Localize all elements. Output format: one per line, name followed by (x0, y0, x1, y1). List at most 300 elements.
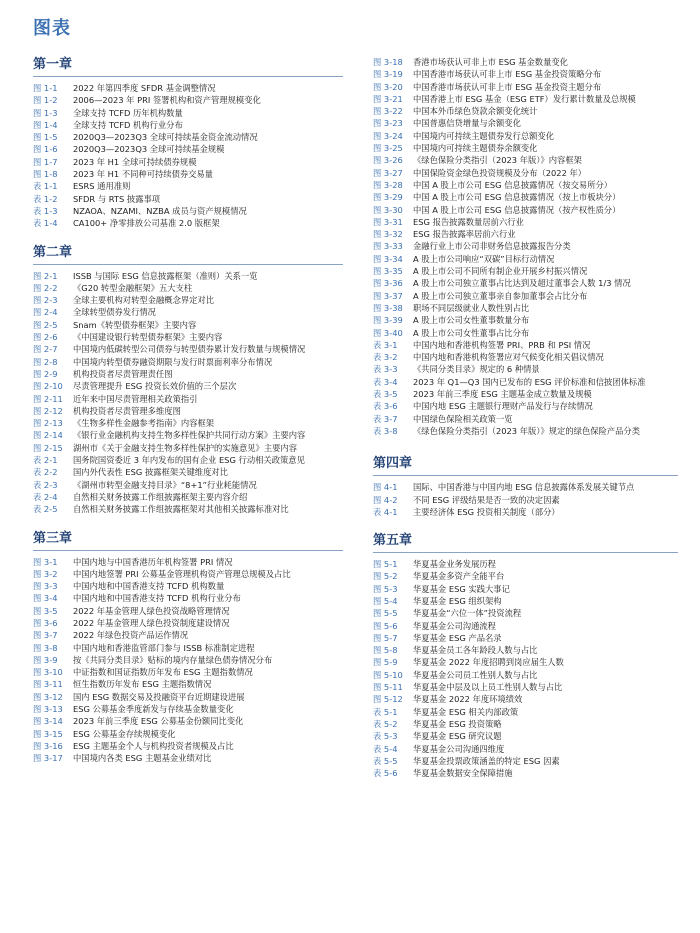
item-label: 表 2-3 (33, 479, 58, 490)
item-text: 2023 年前三季度 ESG 主题基金成立数量及规模 (413, 389, 592, 400)
list-item[interactable] (373, 327, 678, 339)
list-item[interactable] (33, 294, 343, 306)
list-item[interactable] (373, 56, 678, 68)
item-text: 中国境内可持续主题债券余额变化 (413, 143, 538, 154)
item-text: 华夏基金业务发展历程 (413, 559, 496, 570)
list-item[interactable] (373, 620, 678, 632)
list-item[interactable] (373, 730, 678, 742)
item-label: 图 3-40 (373, 327, 403, 338)
list-item[interactable] (33, 156, 343, 168)
item-text: 国际、中国香港与中国内地 ESG 信息披露体系发展关键节点 (413, 482, 635, 493)
item-text: 华夏基金中层及以上员工性别人数与占比 (413, 682, 563, 693)
item-text: 华夏基金 ESG 研究议题 (413, 731, 502, 742)
item-text: 中国 A 股上市公司 ESG 信息披露情况（按上市板块分） (413, 192, 621, 203)
item-text: 职场不同层级就业人数性别占比 (413, 302, 530, 313)
list-item[interactable] (373, 376, 678, 388)
list-item[interactable] (33, 131, 343, 143)
chapter-1-title: 第一章 (33, 56, 343, 77)
item-text: 中国内地签署 PRI 公募基金管理机构资产管理总规模及占比 (73, 568, 291, 579)
item-text: A 股上市公司响应“双碳”目标行动情况 (413, 253, 555, 264)
item-label: 图 1-8 (33, 169, 58, 180)
list-item[interactable] (373, 302, 678, 314)
list-item[interactable] (373, 339, 678, 351)
item-label: 表 3-7 (373, 413, 398, 424)
chapter-1 (33, 56, 343, 230)
item-text: A 股上市公司女性董事占比分布 (413, 327, 530, 338)
item-label: 图 3-37 (373, 290, 403, 301)
item-text: 2006—2023 年 PRI 签署机构和资产管理规模变化 (73, 95, 261, 106)
item-text: 机构投资者尽责管理多维度图 (73, 405, 181, 416)
item-text: 全球主要机构对转型金融概念界定对比 (73, 295, 215, 306)
list-item[interactable] (373, 607, 678, 619)
item-label: 图 2-3 (33, 295, 58, 306)
item-label: 图 1-5 (33, 132, 58, 143)
list-item[interactable] (33, 580, 343, 592)
item-label: 表 2-1 (33, 455, 58, 466)
item-label: 表 2-2 (33, 467, 58, 478)
item-text: 按《共同分类目录》贴标的境内存量绿色债券情况分布 (73, 654, 273, 665)
list-item[interactable] (33, 270, 343, 282)
item-label: 图 3-32 (373, 229, 403, 240)
item-text: A 股上市公司不同所有制企业开展乡村振兴情况 (413, 266, 588, 277)
item-text: 2022 年基金管理人绿色投资战略管理情况 (73, 605, 230, 616)
item-label: 图 3-24 (373, 130, 403, 141)
list-item[interactable] (33, 319, 343, 331)
item-label: 图 3-31 (373, 216, 403, 227)
item-label: 图 2-6 (33, 332, 58, 343)
item-label: 表 3-5 (373, 389, 398, 400)
item-label: 图 3-17 (33, 753, 63, 764)
list-item[interactable] (33, 94, 343, 106)
item-label: 图 3-20 (373, 81, 403, 92)
chapter-5-list (373, 558, 678, 779)
list-item[interactable] (373, 68, 678, 80)
item-label: 表 3-8 (373, 425, 398, 436)
item-label: 图 3-19 (373, 69, 403, 80)
list-item[interactable] (33, 642, 343, 654)
item-text: 2022 年绿色投资产品运作情况 (73, 630, 189, 641)
list-item[interactable] (373, 644, 678, 656)
item-text: 中国境内转型债券融资期限与发行时票面利率分布情况 (73, 356, 273, 367)
list-item[interactable] (33, 205, 343, 217)
item-label: 表 4-1 (373, 506, 398, 517)
list-item[interactable] (373, 179, 678, 191)
list-item[interactable] (33, 605, 343, 617)
list-item[interactable] (373, 130, 678, 142)
item-label: 图 3-3 (33, 581, 58, 592)
list-item[interactable] (373, 595, 678, 607)
item-text: 华夏基金 2022 年度招聘到岗应届生人数 (413, 657, 564, 668)
list-item[interactable] (33, 728, 343, 740)
item-text: 《银行业金融机构支持生物多样性保护共同行动方案》主要内容 (73, 430, 306, 441)
list-item[interactable] (373, 191, 678, 203)
item-label: 表 5-2 (373, 718, 398, 729)
chapter-2-list (33, 270, 343, 516)
list-item[interactable] (373, 216, 678, 228)
item-text: 华夏基金 ESG 相关内部政策 (413, 706, 519, 717)
item-label: 图 3-27 (373, 167, 403, 178)
item-label: 图 5-12 (373, 694, 403, 705)
item-text: 华夏基金 ESG 投资策略 (413, 718, 502, 729)
list-item[interactable] (373, 669, 678, 681)
chapter-5 (373, 532, 678, 779)
item-text: 华夏基金 2022 年度环境绩效 (413, 694, 523, 705)
list-item[interactable] (373, 290, 678, 302)
item-text: 2020Q3—2023Q3 全球可持续基金资金流动情况 (73, 132, 258, 143)
item-text: 中国境内各类 ESG 主题基金业绩对比 (73, 753, 212, 764)
item-label: 图 3-18 (373, 57, 403, 67)
item-label: 图 5-1 (373, 559, 398, 570)
item-label: 图 3-1 (33, 556, 58, 567)
item-text: 中国 A 股上市公司 ESG 信息披露情况（按产权性质分） (413, 204, 621, 215)
chapter-4-title: 第四章 (373, 455, 678, 476)
item-text: SFDR 与 RTS 披露事项 (73, 193, 161, 204)
item-text: 中国内地和香港监管部门参与 ISSB 标准制定进程 (73, 642, 255, 653)
list-item[interactable] (373, 204, 678, 216)
item-text: 中国 A 股上市公司 ESG 信息披露情况（按交易所分） (413, 179, 613, 190)
item-label: 图 3-34 (373, 253, 403, 264)
list-item[interactable] (373, 400, 678, 412)
list-item[interactable] (33, 503, 343, 515)
item-text: 全球转型债券发行情况 (73, 307, 156, 318)
list-item[interactable] (33, 479, 343, 491)
item-label: 图 3-7 (33, 630, 58, 641)
item-text: 《G20 转型金融框架》五大支柱 (73, 282, 193, 293)
item-label: 图 3-29 (373, 192, 403, 203)
item-text: NZAOA、NZAMI、NZBA 成员与资产规模情况 (73, 205, 247, 216)
item-text: 《绿色保险分类指引（2023 年版）》内容框架 (413, 155, 582, 166)
item-text: CA100+ 净零排放公司基准 2.0 版框架 (73, 218, 220, 229)
item-label: 图 3-35 (373, 266, 403, 277)
list-item[interactable] (33, 592, 343, 604)
item-text: 《中国建设银行转型债券框架》主要内容 (73, 332, 223, 343)
item-text: 2023 年前三季度 ESG 公募基金份额同比变化 (73, 716, 244, 727)
list-item[interactable] (373, 154, 678, 166)
item-text: 2020Q3—2023Q3 全球可持续基金规模 (73, 144, 225, 155)
item-label: 图 2-15 (33, 442, 63, 453)
list-item[interactable] (33, 752, 343, 764)
list-item[interactable] (33, 654, 343, 666)
list-item[interactable] (373, 494, 678, 506)
item-label: 图 2-10 (33, 381, 63, 392)
item-text: 华夏基金多资产全能平台 (413, 571, 505, 582)
list-item[interactable] (373, 413, 678, 425)
item-label: 图 3-39 (373, 315, 403, 326)
item-label: 图 3-8 (33, 642, 58, 653)
item-text: 中国内地 ESG 主题银行理财产品发行与存续情况 (413, 401, 593, 412)
item-label: 表 3-2 (373, 352, 398, 363)
item-label: 图 1-4 (33, 119, 58, 130)
list-item[interactable] (33, 617, 343, 629)
item-text: 近年来中国尽责管理相关政策指引 (73, 393, 198, 404)
list-item[interactable] (373, 506, 678, 518)
list-item[interactable] (33, 168, 343, 180)
item-label: 图 5-11 (373, 682, 403, 693)
list-item[interactable] (33, 715, 343, 727)
item-label: 图 2-12 (33, 405, 63, 416)
item-text: 全球支持 TCFD 历年机构数量 (73, 107, 183, 118)
item-text: 华夏基金公司沟通流程 (413, 620, 496, 631)
item-label: 图 2-1 (33, 270, 58, 281)
item-label: 图 5-6 (373, 620, 398, 631)
list-item[interactable] (33, 405, 343, 417)
chapter-3-list (33, 556, 343, 765)
item-text: 湖州市《关于金融支持生物多样性保护的实施意见》主要内容 (73, 442, 298, 453)
list-item[interactable] (33, 442, 343, 454)
item-text: ESG 报告披露数量居前六行业 (413, 216, 524, 227)
list-item[interactable] (33, 740, 343, 752)
item-text: 国内外代表性 ESG 披露框架关键维度对比 (73, 467, 228, 478)
item-text: 全球支持 TCFD 机构行业分布 (73, 119, 183, 130)
item-text: 中国内地和香港机构签署应对气候变化相关倡议情况 (413, 352, 604, 363)
list-item[interactable] (33, 429, 343, 441)
item-label: 图 3-28 (373, 179, 403, 190)
item-label: 图 5-4 (373, 595, 398, 606)
list-item[interactable] (373, 718, 678, 730)
item-label: 图 5-8 (373, 645, 398, 656)
item-label: 表 5-3 (373, 731, 398, 742)
item-label: 图 4-1 (373, 482, 398, 493)
item-text: ISSB 与国际 ESG 信息披露框架（准则）关系一览 (73, 270, 258, 281)
list-item[interactable] (373, 425, 678, 437)
item-label: 图 3-21 (373, 93, 403, 104)
list-item[interactable] (373, 706, 678, 718)
item-text: 香港市场获认可非上市 ESG 基金数量变化 (413, 57, 568, 67)
item-text: 华夏基金“六位一体”投资流程 (413, 608, 522, 619)
list-item[interactable] (373, 167, 678, 179)
list-item[interactable] (33, 331, 343, 343)
item-text: 中国内地与中国香港历年机构签署 PRI 情况 (73, 556, 233, 567)
item-text: 机构投资者尽责管理责任图 (73, 368, 173, 379)
list-item[interactable] (373, 388, 678, 400)
chapter-1-list (33, 82, 343, 230)
list-item[interactable] (33, 466, 343, 478)
list-item[interactable] (33, 343, 343, 355)
item-text: 中国内地和香港机构签署 PRI、PRB 和 PSI 情况 (413, 339, 591, 350)
list-item[interactable] (373, 481, 678, 493)
item-text: 华夏基金 ESG 组织架构 (413, 595, 502, 606)
item-text: 《生物多样性金融参考指南》内容框架 (73, 418, 215, 429)
list-item[interactable] (373, 632, 678, 644)
item-label: 图 1-1 (33, 83, 58, 93)
item-text: 华夏基金公司员工性别人数与占比 (413, 669, 538, 680)
list-item[interactable] (373, 351, 678, 363)
item-text: 主要经济体 ESG 投资相关制度（部分） (413, 506, 560, 517)
item-text: 华夏基金员工各年龄段人数与占比 (413, 645, 538, 656)
list-item[interactable] (33, 143, 343, 155)
list-item[interactable] (373, 277, 678, 289)
item-label: 图 3-36 (373, 278, 403, 289)
item-text: 2023 年 H1 不同种可持续债券交易量 (73, 169, 214, 180)
chapter-4-list (373, 481, 678, 518)
item-text: 《湖州市转型金融支持目录》“8+1”行业耗能情况 (73, 479, 257, 490)
item-label: 图 3-23 (373, 118, 403, 129)
item-label: 表 3-6 (373, 401, 398, 412)
item-text: ESG 公募基金存续规模变化 (73, 728, 176, 739)
list-item[interactable] (373, 81, 678, 93)
list-item[interactable] (33, 568, 343, 580)
list-item[interactable] (33, 393, 343, 405)
list-item[interactable] (33, 454, 343, 466)
item-label: 图 4-2 (373, 494, 398, 505)
item-text: 不同 ESG 评级结果是否一致的决定因素 (413, 494, 560, 505)
item-label: 图 5-10 (373, 669, 403, 680)
item-text: 华夏基金 ESG 产品名录 (413, 632, 502, 643)
item-label: 图 2-4 (33, 307, 58, 318)
item-label: 图 2-14 (33, 430, 63, 441)
list-item[interactable] (33, 107, 343, 119)
item-label: 图 3-2 (33, 568, 58, 579)
list-item[interactable] (373, 681, 678, 693)
list-item[interactable] (373, 363, 678, 375)
item-label: 图 5-9 (373, 657, 398, 668)
list-item[interactable] (33, 193, 343, 205)
chapter-3-title: 第三章 (33, 530, 343, 551)
list-item[interactable] (373, 558, 678, 570)
item-text: 华夏基金投票政策涵盖的特定 ESG 因素 (413, 755, 560, 766)
chapter-2 (33, 244, 343, 516)
item-label: 图 3-33 (373, 241, 403, 252)
list-item[interactable] (373, 743, 678, 755)
list-item[interactable] (373, 93, 678, 105)
list-item[interactable] (373, 570, 678, 582)
list-item[interactable] (33, 306, 343, 318)
list-item[interactable] (373, 767, 678, 779)
chapter-3-continued-list (373, 56, 678, 437)
list-item[interactable] (373, 693, 678, 705)
item-label: 图 3-5 (33, 605, 58, 616)
left-column (33, 56, 343, 765)
item-label: 图 3-9 (33, 654, 58, 665)
item-text: ESG 报告披露率居前六行业 (413, 229, 516, 240)
item-label: 表 2-5 (33, 504, 58, 515)
item-text: A 股上市公司独立董事占比达到及超过董事会人数 1/3 情况 (413, 278, 631, 289)
item-label: 图 3-10 (33, 667, 63, 678)
item-text: 中国普惠信贷增量与余额变化 (413, 118, 521, 129)
item-text: 中国内地和中国香港支持 TCFD 机构数量 (73, 581, 225, 592)
item-text: 2023 年 H1 全球可持续债券规模 (73, 156, 197, 167)
item-text: 中国本外币绿色贷款余额变化统计 (413, 106, 538, 117)
item-text: ESG 主题基金个人与机构投资者规模及占比 (73, 740, 234, 751)
list-item[interactable] (33, 556, 343, 568)
item-label: 图 1-6 (33, 144, 58, 155)
chapter-5-title: 第五章 (373, 532, 678, 553)
list-item[interactable] (373, 105, 678, 117)
list-item[interactable] (373, 755, 678, 767)
list-item[interactable] (373, 240, 678, 252)
item-text: 2022 年第四季度 SFDR 基金调整情况 (73, 83, 216, 93)
list-item[interactable] (33, 217, 343, 229)
item-label: 图 2-5 (33, 319, 58, 330)
item-text: A 股上市公司独立董事亲自参加董事会占比分布 (413, 290, 588, 301)
list-item[interactable] (373, 117, 678, 129)
list-item[interactable] (33, 417, 343, 429)
item-label: 图 3-16 (33, 740, 63, 751)
list-item[interactable] (33, 491, 343, 503)
list-item[interactable] (33, 666, 343, 678)
chapter-2-title: 第二章 (33, 244, 343, 265)
item-label: 表 1-2 (33, 193, 58, 204)
item-text: 金融行业上市公司非财务信息披露报告分类 (413, 241, 571, 252)
list-item[interactable] (373, 314, 678, 326)
list-item[interactable] (373, 656, 678, 668)
item-label: 图 1-2 (33, 95, 58, 106)
item-label: 图 3-30 (373, 204, 403, 215)
list-item[interactable] (373, 265, 678, 277)
list-item[interactable] (33, 82, 343, 94)
item-label: 图 3-26 (373, 155, 403, 166)
item-label: 图 3-12 (33, 691, 63, 702)
list-item[interactable] (33, 356, 343, 368)
item-label: 图 2-9 (33, 368, 58, 379)
list-item[interactable] (33, 691, 343, 703)
list-item[interactable] (33, 380, 343, 392)
chapter-4 (373, 455, 678, 518)
item-text: 恒生指数历年发布 ESG 主题指数情况 (73, 679, 212, 690)
item-text: 国务院国资委近 3 年内发布的国有企业 ESG 行动相关政策意见 (73, 455, 305, 466)
list-item[interactable] (373, 583, 678, 595)
item-label: 图 3-25 (373, 143, 403, 154)
item-label: 图 3-14 (33, 716, 63, 727)
item-label: 表 5-6 (373, 768, 398, 779)
item-label: 图 3-11 (33, 679, 63, 690)
page-title: 图表 (33, 18, 71, 39)
item-label: 图 1-7 (33, 156, 58, 167)
item-text: ESRS 通用准则 (73, 181, 131, 192)
item-label: 表 1-4 (33, 218, 58, 229)
item-label: 图 2-2 (33, 282, 58, 293)
item-label: 表 2-4 (33, 491, 58, 502)
item-text: 中国保险资金绿色投资规模及分布（2022 年） (413, 167, 587, 178)
item-label: 图 3-15 (33, 728, 63, 739)
item-label: 表 5-1 (373, 706, 398, 717)
item-text: 华夏基金数据安全保障措施 (413, 768, 513, 779)
item-text: 《绿色保险分类指引（2023 年版）》规定的绿色保险产品分类 (413, 425, 641, 436)
item-text: 中国内地和中国香港支持 TCFD 机构行业分布 (73, 593, 241, 604)
item-text: 中国境内低碳转型公司债券与转型债券累计发行数量与规模情况 (73, 344, 306, 355)
list-item[interactable] (33, 282, 343, 294)
item-label: 表 1-3 (33, 205, 58, 216)
list-item[interactable] (33, 119, 343, 131)
item-text: 中国绿色保险相关政策一览 (413, 413, 513, 424)
list-item[interactable] (373, 142, 678, 154)
item-label: 图 2-8 (33, 356, 58, 367)
list-item[interactable] (373, 228, 678, 240)
item-label: 表 5-5 (373, 755, 398, 766)
item-label: 图 3-22 (373, 106, 403, 117)
list-item[interactable] (33, 703, 343, 715)
item-text: ESG 公募基金季度新发与存续基金数量变化 (73, 704, 234, 715)
item-label: 图 3-38 (373, 302, 403, 313)
item-text: 自然相关财务披露工作组披露框架主要内容介绍 (73, 491, 248, 502)
item-text: 2022 年基金管理人绿色投资制度建设情况 (73, 617, 230, 628)
item-label: 图 3-6 (33, 617, 58, 628)
item-text: 国内 ESG 数据交易及投融资平台近期建设进展 (73, 691, 245, 702)
item-label: 图 5-3 (373, 583, 398, 594)
item-label: 图 5-5 (373, 608, 398, 619)
item-text: 中证指数和国证指数历年发布 ESG 主题指数情况 (73, 667, 253, 678)
list-item[interactable] (33, 368, 343, 380)
list-item[interactable] (33, 629, 343, 641)
item-label: 表 1-1 (33, 181, 58, 192)
chapter-3-continued (373, 56, 678, 437)
list-item[interactable] (373, 253, 678, 265)
item-label: 图 1-3 (33, 107, 58, 118)
item-text: 中国香港上市 ESG 基金（ESG ETF）发行累计数量及总规模 (413, 93, 636, 104)
item-label: 图 5-2 (373, 571, 398, 582)
list-item[interactable] (33, 180, 343, 192)
list-item[interactable] (33, 678, 343, 690)
